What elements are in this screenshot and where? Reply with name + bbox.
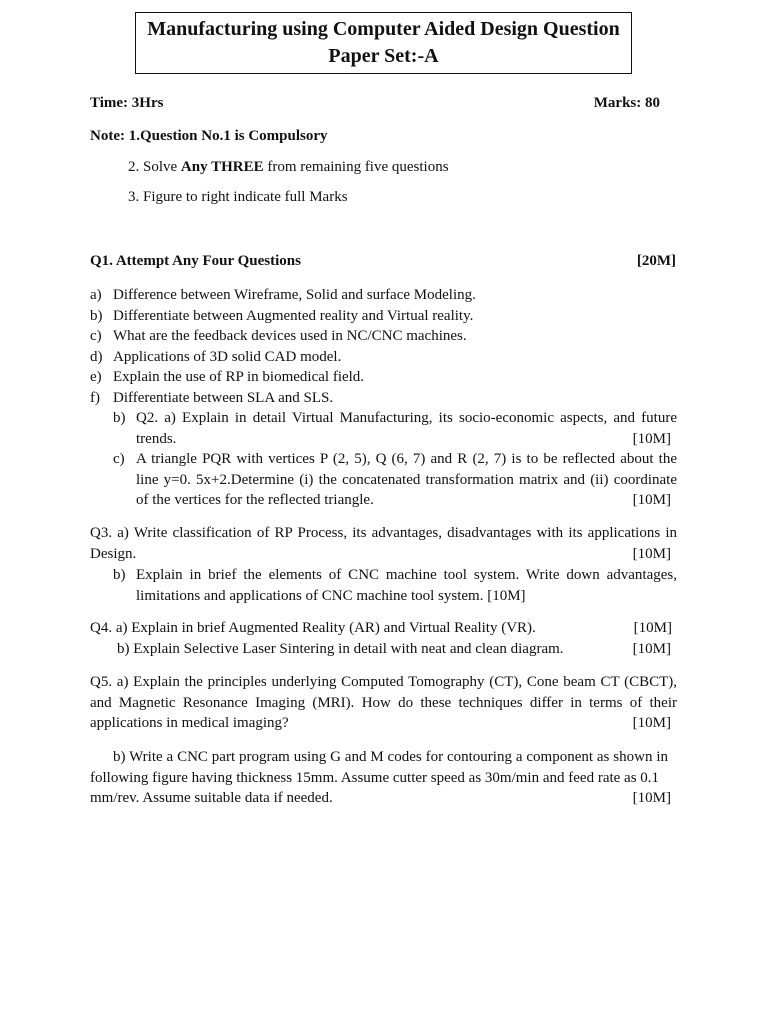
q4-part-b: b) Explain Selective Laser Sintering in detail with neat and clean diagram. [10M] <box>117 639 671 660</box>
q3-part-a: Q3. a) Write classification of RP Process, its advantages, disadvantages with its applications in Design. [10M] <box>90 523 677 564</box>
list-item: c) What are the feedback devices used in NC/CNC machines. <box>90 328 467 344</box>
q3-part-b: b) Explain in brief the elements of CNC machine tool system. Write down advantages, limitations and applications of CNC machine tool system. [10M] <box>113 567 677 604</box>
q5-a-marks: [10M] <box>632 715 671 731</box>
list-item: d) Applications of 3D solid CAD model. <box>90 348 342 365</box>
q3-a-marks: [10M] <box>632 545 671 562</box>
note-1: Note: 1.Question No.1 is Compulsory <box>90 128 328 144</box>
q4-a-marks: [10M] <box>633 620 672 636</box>
paper-title-line1: Manufacturing using Computer Aided Design Question <box>147 18 620 40</box>
q1-header <box>90 251 676 272</box>
time-marks-row <box>90 93 660 114</box>
note-3: 3. Figure to right indicate full Marks <box>128 189 348 205</box>
q1-title: Q1. Attempt Any Four Questions <box>90 253 301 269</box>
q4-b-marks: [10M] <box>632 641 671 657</box>
time-label: Time: 3Hrs <box>90 95 164 111</box>
paper-title-box <box>135 12 632 74</box>
list-item: a) Difference between Wireframe, Solid and surface Modeling. <box>90 287 476 303</box>
total-marks-label: Marks: 80 <box>593 95 660 111</box>
list-item: f) Differentiate between SLA and SLS. <box>90 389 334 406</box>
note-2: 2. Solve Any THREE from remaining five questions <box>128 159 449 175</box>
q5-part-b: b) Write a CNC part program using G and M codes for contouring a component as shown in following figure having thickness 15mm. Assume cutter speed as 30m/min and feed rate as 0.1 mm/rev. Assume suitable data if needed. [10M] <box>90 747 677 809</box>
q5-b-marks: [10M] <box>632 790 671 806</box>
list-item: e) Explain the use of RP in biomedical field. <box>90 369 365 385</box>
q1-marks: [20M] <box>636 253 676 269</box>
q5-part-a: Q5. a) Explain the principles underlying Computed Tomography (CT), Cone beam CT (CBCT), and Magnetic Resonance Imaging (MRI). How do these techniques differ in terms of their applications in medical imaging? [10M] <box>90 672 677 734</box>
q4-part-a: Q4. a) Explain in brief Augmented Reality (AR) and Virtual Reality (VR). [10M] <box>90 618 672 639</box>
list-item: b) Differentiate between Augmented reality and Virtual reality. <box>90 307 474 324</box>
q2-part-b: b) Q2. a) Explain in detail Virtual Manufacturing, its socio-economic aspects, and future trends. [10M] <box>113 408 677 449</box>
q1-list <box>90 285 678 408</box>
q2-c-marks: [10M] <box>632 492 671 508</box>
q2-part-c: c) A triangle PQR with vertices P (2, 5), Q (6, 7) and R (2, 7) is to be reflected about the line y=0. 5x+2.Determine (i) the concatenated transformation matrix and (ii) coordinate of the vertices for the reflected triangle. [10M] <box>113 449 677 511</box>
q2-b-marks: [10M] <box>632 430 671 447</box>
note-2-emphasis: Any THREE <box>180 159 264 175</box>
paper-title-line2: Paper Set:-A <box>328 45 439 67</box>
